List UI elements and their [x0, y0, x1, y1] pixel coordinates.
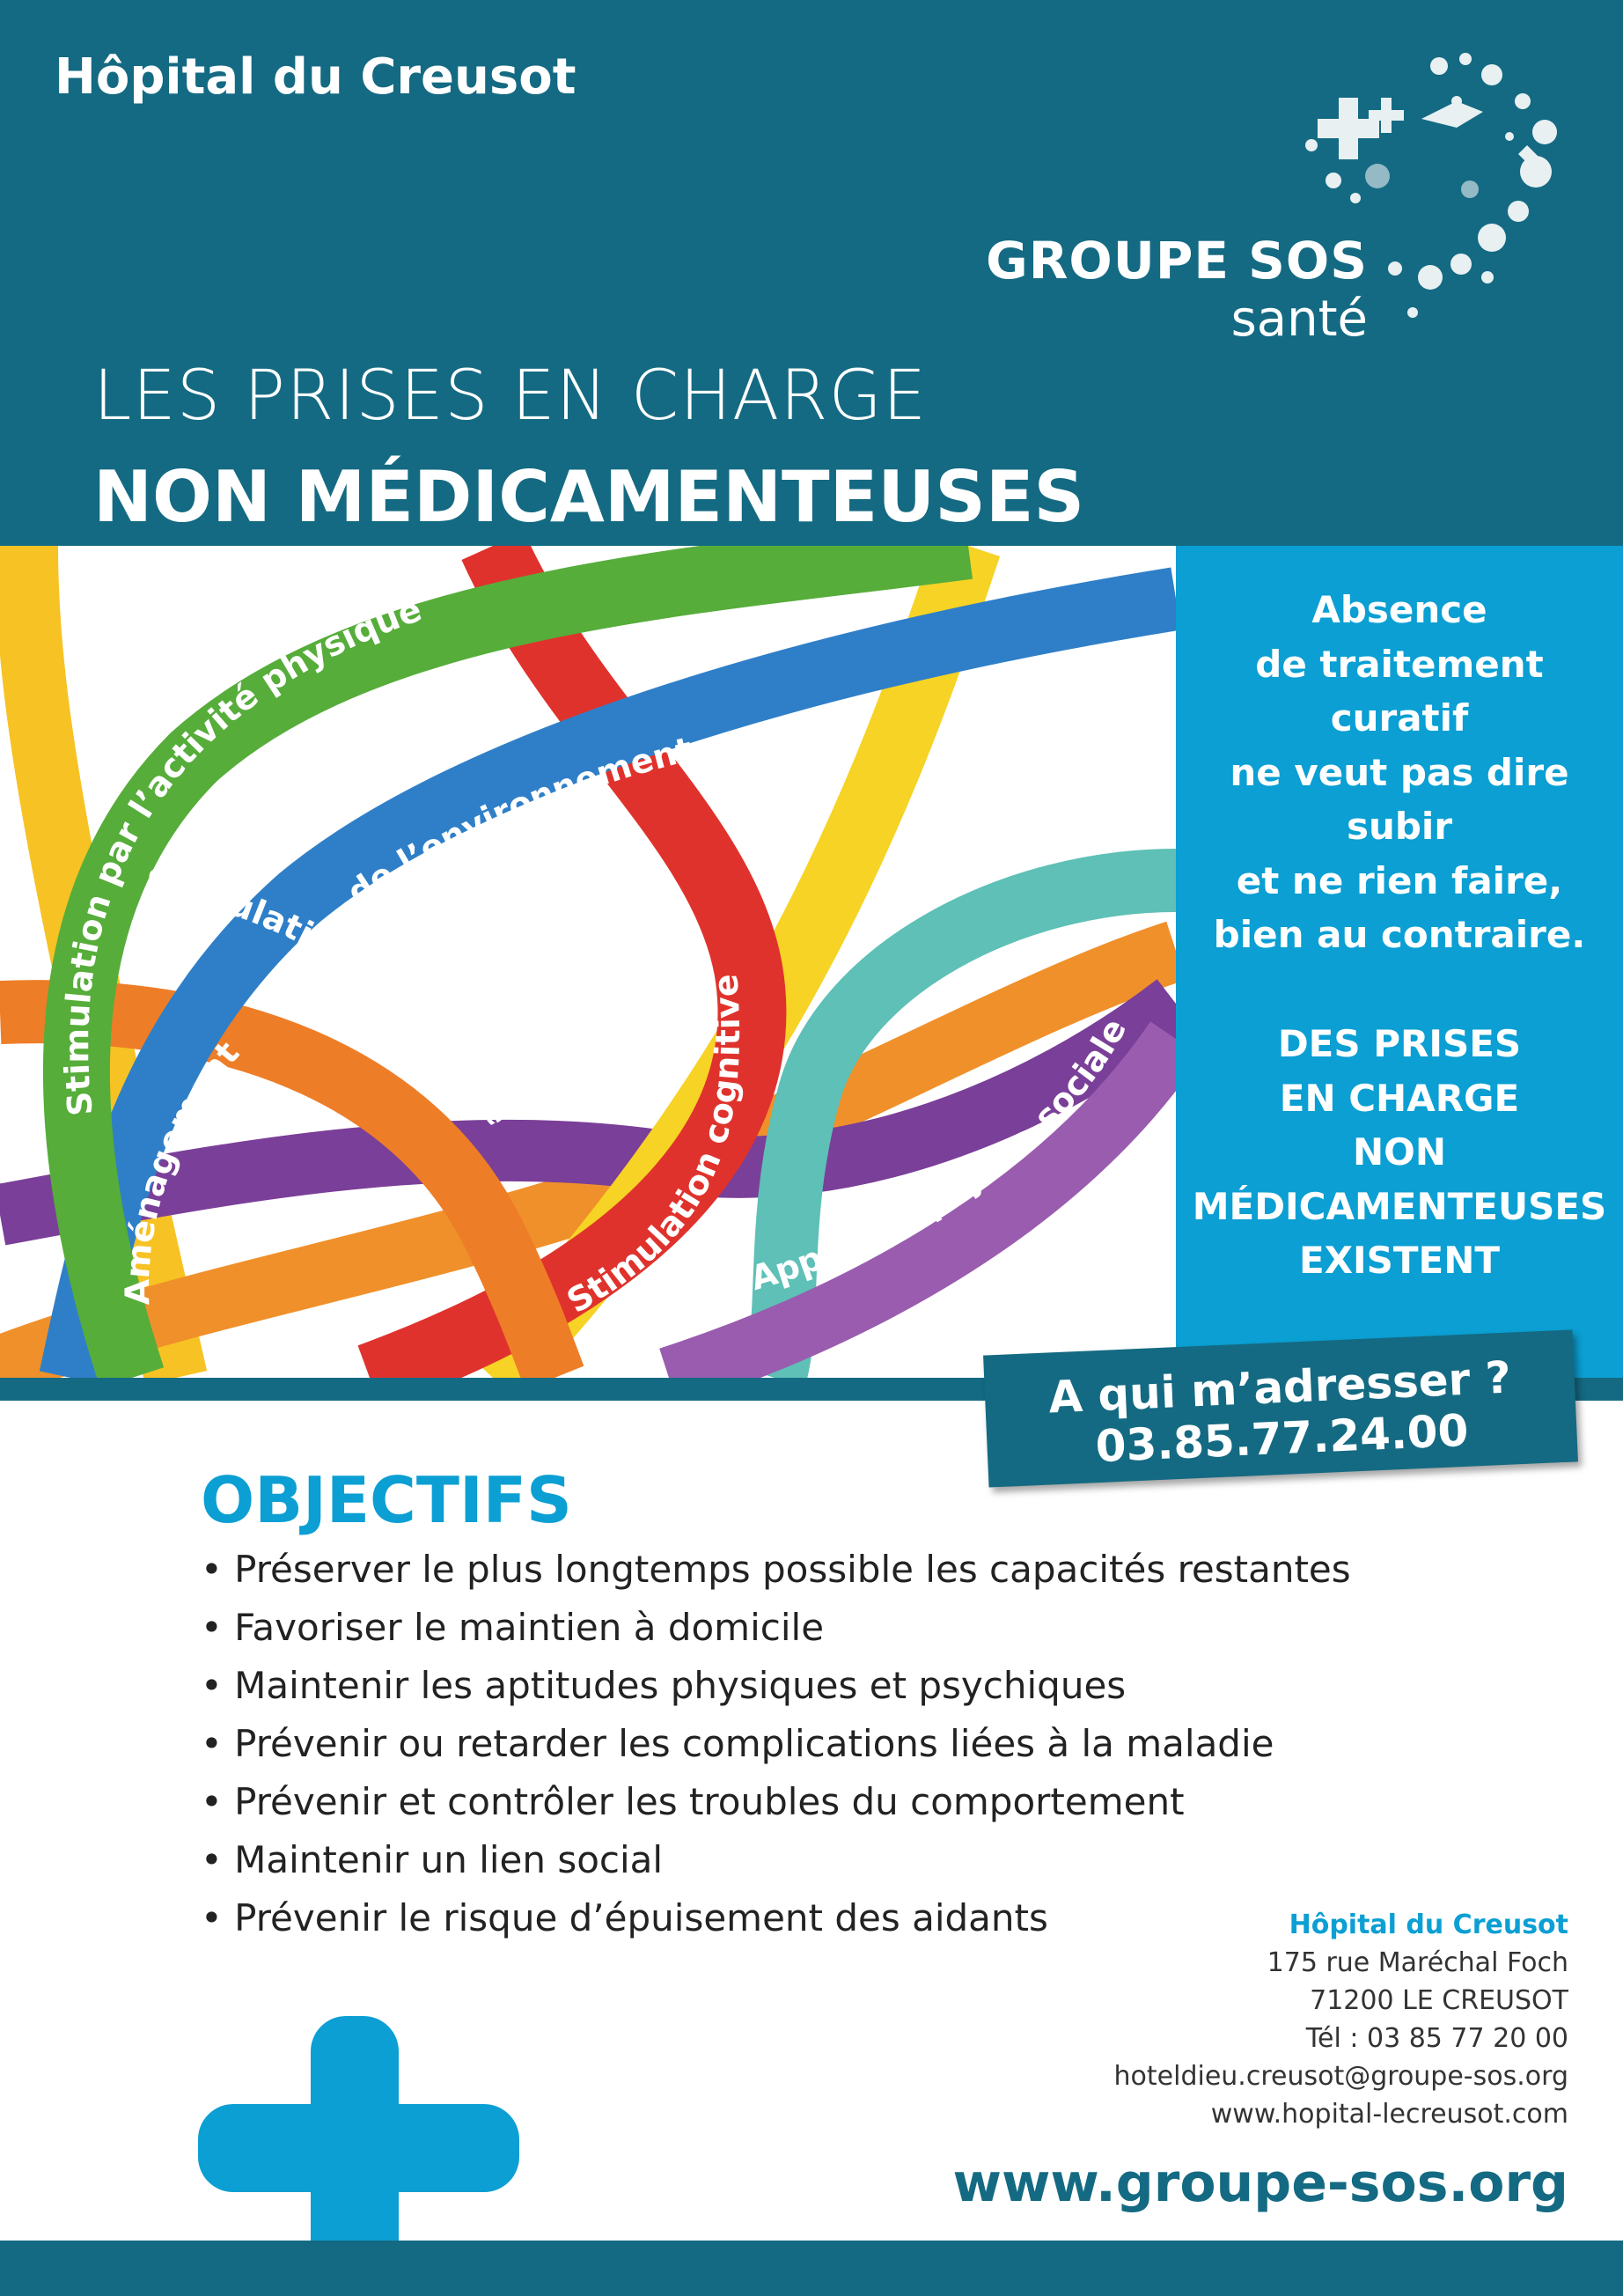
address-block [1114, 1906, 1568, 2133]
callout-line: MÉDICAMENTEUSES [1192, 1184, 1607, 1228]
callout-line: DES PRISES [1277, 1022, 1522, 1065]
contact-phone[interactable]: 03.85.77.24.00 [1094, 1404, 1470, 1473]
list-item: • Prévenir le risque d’épuisement des aidants [201, 1889, 1351, 1947]
panel-callout [1176, 1017, 1623, 1288]
panel-statement [1176, 583, 1623, 962]
callout-line: EN CHARGE [1279, 1076, 1520, 1120]
footer-website[interactable]: www.groupe-sos.org [952, 2152, 1568, 2214]
hospital-name: Hôpital du Creusot [55, 48, 576, 106]
panel-line: Absence [1311, 588, 1487, 631]
message-panel [1176, 546, 1623, 1378]
footer-band [0, 2241, 1623, 2296]
ribbon-label-environment: de l’environnement [340, 729, 697, 913]
address-city: 71200 LE CREUSOT [1310, 1985, 1568, 2016]
ribbon-illustration [0, 546, 1176, 1378]
list-item: • Prévenir ou retarder les complications liées à la maladie [201, 1715, 1351, 1773]
panel-line: curatif [1330, 696, 1469, 740]
contact-question: A qui m’adresser ? [1047, 1351, 1512, 1424]
panel-line: subir [1346, 805, 1453, 848]
main-title-line1: LES PRISES EN CHARGE [93, 357, 928, 436]
ribbon-label-cognitive: Stimulation cognitive [560, 973, 748, 1321]
list-item: • Maintenir un lien social [201, 1831, 1351, 1889]
panel-line: et ne rien faire, [1236, 858, 1563, 902]
logo-title: GROUPE SOS [986, 231, 1368, 291]
contact-box [983, 1329, 1578, 1487]
ribbon-label-physical: Stimulation par l’activité physique [57, 589, 427, 1118]
address-email[interactable]: hoteldieu.creusot@groupe-sos.org [1113, 2061, 1568, 2092]
ribbon-label-sensory: Stimulation sensorielle [142, 860, 519, 1132]
panel-line: ne veut pas dire [1230, 750, 1569, 794]
objectives-list [201, 1541, 1351, 1947]
panel-line: bien au contraire. [1213, 913, 1586, 956]
address-street: 175 rue Maréchal Foch [1267, 1947, 1568, 1978]
ribbon-label-psychosocial: Approche psycho-sociale [745, 1012, 1135, 1299]
list-item: • Maintenir les aptitudes physiques et psychiques [201, 1657, 1351, 1715]
address-name: Hôpital du Creusot [1289, 1910, 1568, 1940]
address-phone[interactable]: Tél : 03 85 77 20 00 [1305, 2023, 1568, 2054]
logo-subtitle: santé [1230, 291, 1368, 348]
callout-line: NON [1352, 1130, 1446, 1174]
main-title-line2: NON MÉDICAMENTEUSES [93, 456, 1085, 538]
address-site[interactable]: www.hopital-lecreusot.com [1210, 2099, 1568, 2130]
objectives-title: OBJECTIFS [201, 1463, 572, 1537]
list-item: • Préserver le plus longtemps possible les capacités restantes [201, 1541, 1351, 1599]
ribbon-label-amenagement: Aménagement [117, 1034, 247, 1306]
callout-line: EXISTENT [1298, 1239, 1501, 1282]
list-item: • Favoriser le maintien à domicile [201, 1599, 1351, 1657]
panel-line: de traitement [1255, 642, 1544, 686]
list-item: • Prévenir et contrôler les troubles du comportement [201, 1773, 1351, 1831]
